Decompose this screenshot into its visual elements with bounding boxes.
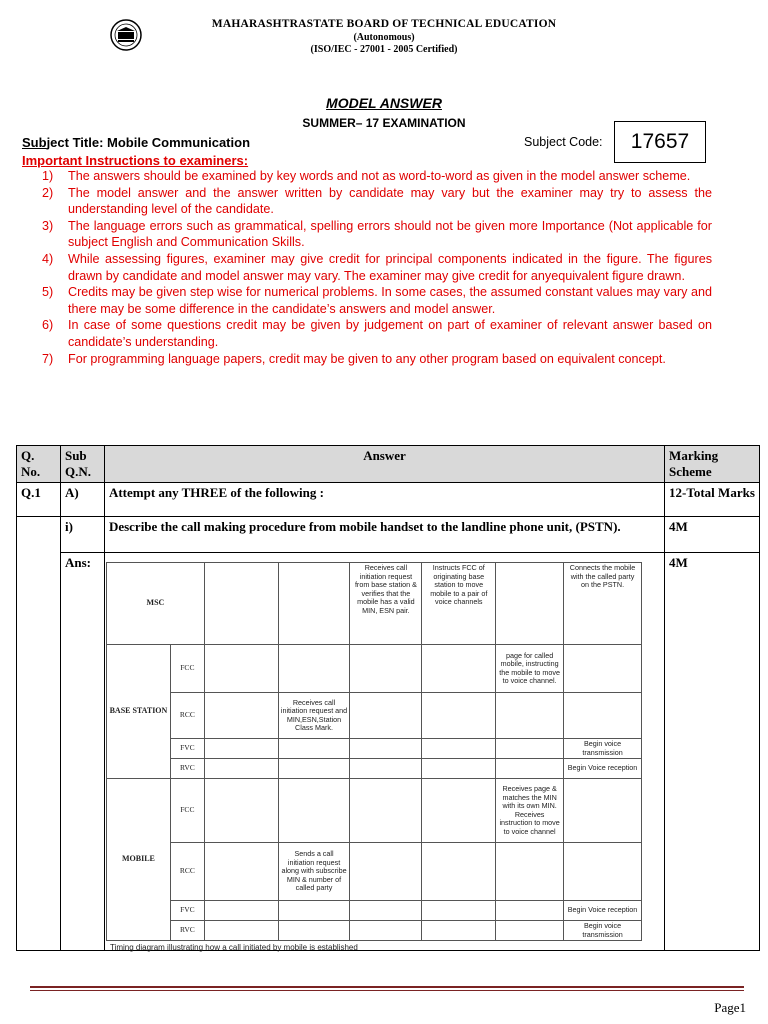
channel-label: RVC (170, 921, 204, 941)
diagram-cell: Begin Voice reception (564, 901, 642, 921)
channel-label: RCC (170, 843, 204, 901)
diagram-cell: Receives call initiation request from base station & verifies that the mobile has a valid MIN, ESN pair. (350, 563, 422, 645)
mobile-label: MOBILE (107, 779, 171, 941)
instructions-title: Important Instructions to examiners: (22, 153, 249, 168)
instruction-item: 7) For programming language papers, credit may be given to any other program based on equivalent concept. (42, 351, 666, 366)
ans-label: Ans: (60, 553, 104, 951)
diagram-cell: Instructs FCC of originating base station to move mobile to a pair of voice channels (422, 563, 496, 645)
table-row (17, 517, 760, 553)
col-answer: Answer (104, 446, 664, 483)
marks: 12-Total Marks (665, 483, 760, 517)
footer-divider (30, 990, 744, 991)
sub-number: A) (60, 483, 104, 517)
base-station-label: BASE STATION (107, 645, 171, 779)
table-row (17, 483, 760, 517)
msc-label: MSC (107, 563, 205, 645)
channel-label: RVC (170, 759, 204, 779)
diagram-caption: Timing diagram illustrating how a call initiated by mobile is established (110, 943, 358, 952)
instructions-list (22, 168, 712, 367)
q-number: Q.1 (17, 483, 61, 517)
diagram-cell: Begin voice transmission (564, 739, 642, 759)
board-name: MAHARASHTRASTATE BOARD OF TECHNICAL EDUCATION (211, 18, 557, 30)
footer-divider (30, 986, 744, 988)
channel-label: RCC (170, 693, 204, 739)
question-text: Attempt any THREE of the following : (104, 483, 664, 517)
channel-label: FVC (170, 739, 204, 759)
autonomous-label: (Autonomous) (353, 32, 415, 43)
marks: 4M (665, 517, 760, 553)
instruction-item: 1) The answers should be examined by key words and not as word-to-word as given in the model answer scheme. (42, 169, 691, 183)
subject-rest: ject Title: Mobile Communication (46, 135, 251, 150)
diagram-cell: Receives call initiation request and MIN,ESN,Station Class Mark. (278, 693, 350, 739)
diagram-cell: Begin voice transmission (564, 921, 642, 941)
diagram-cell: page for called mobile, instructing the mobile to move to voice channel. (496, 645, 564, 693)
channel-label: FCC (170, 645, 204, 693)
timing-table (106, 562, 642, 941)
exam-name: SUMMER– 17 EXAMINATION (302, 116, 466, 130)
page-number: Page1 (714, 1000, 746, 1015)
subject-prefix: Sub (22, 135, 47, 150)
instruction-item: 6) In case of some questions credit may be given by judgement on part of examiner of relevant answer based on candidate’s understanding. (42, 318, 712, 349)
diagram-cell: Receives page & matches the MIN with its own MIN. Receives instruction to move to voice channel (496, 779, 564, 843)
diagram-cell: Begin Voice reception (564, 759, 642, 779)
channel-label: FVC (170, 901, 204, 921)
instruction-item: 5) Credits may be given step wise for numerical problems. In some cases, the assumed constant values may vary and there may be some difference in the candidate’s answers and model answer. (42, 285, 712, 316)
timing-diagram (106, 562, 646, 952)
subject-code: 17657 (614, 121, 706, 163)
instruction-item: 2) The model answer and the answer written by candidate may vary but the examiner may try to assess the understanding level of the candidate. (42, 185, 712, 217)
sub-number: i) (60, 517, 104, 553)
channel-label: FCC (170, 779, 204, 843)
col-subqn: Sub Q.N. (60, 446, 104, 483)
marks: 4M (665, 553, 760, 951)
diagram-cell: Sends a call initiation request along with subscribe MIN & number of called party (278, 843, 350, 901)
question-text: Describe the call making procedure from mobile handset to the landline phone unit, (PSTN). (104, 517, 664, 553)
diagram-cell: Connects the mobile with the called party on the PSTN. (564, 563, 642, 645)
instruction-item: 3) The language errors such as grammatical, spelling errors should not be given more Importance (Not applicable for subject English and Communication Skills. (42, 218, 712, 250)
col-marking: Marking Scheme (665, 446, 760, 483)
page-title: MODEL ANSWER (326, 95, 442, 111)
subject-title (22, 135, 250, 150)
iso-certification: (ISO/IEC - 27001 - 2005 Certified) (310, 44, 458, 55)
instruction-item: 4) While assessing figures, examiner may give credit for principal components indicated in the figure. The figures drawn by candidate and model answer may vary. The examiner may give credit for anyequivalent figure drawn. (42, 251, 712, 283)
col-qno: Q. No. (17, 446, 61, 483)
subject-code-label: Subject Code: (524, 135, 603, 149)
